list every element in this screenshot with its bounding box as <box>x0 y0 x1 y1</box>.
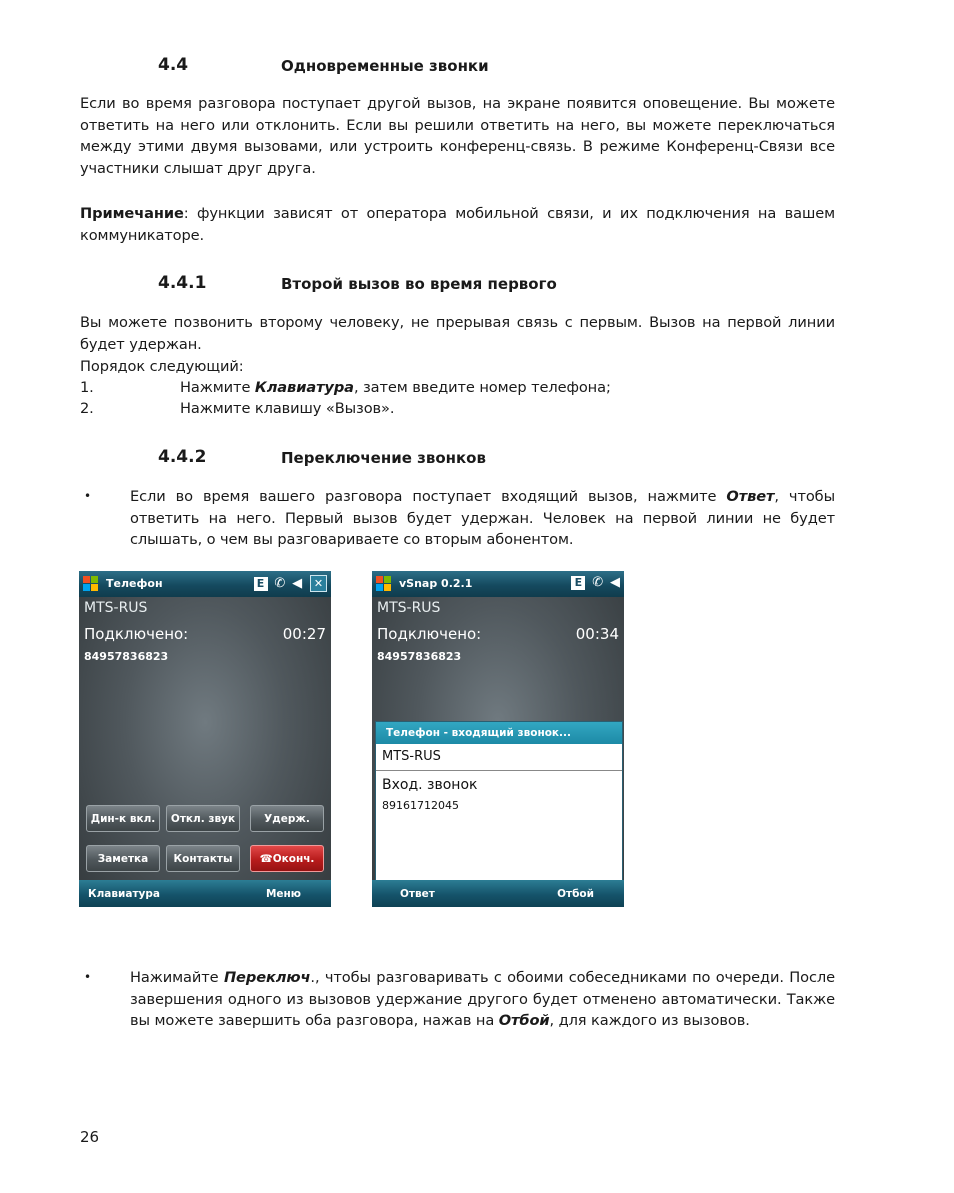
mute-button[interactable]: Откл. звук <box>166 805 240 832</box>
contacts-button[interactable]: Контакты <box>166 845 240 872</box>
step-1-keyword: Клавиатура <box>254 379 354 396</box>
second-call-paragraph: Вы можете позвонить второму человеку, не прерывая связь с первым. Вызов на первой линии будет удержан. <box>80 314 835 353</box>
speaker-volume-icon[interactable]: ◀︎ <box>292 576 303 591</box>
order-label: Порядок следующий: <box>80 358 244 375</box>
speaker-volume-icon[interactable]: ◀︎ <box>610 575 620 590</box>
end-call-button[interactable] <box>250 845 324 872</box>
note-paragraph <box>80 203 835 246</box>
phone-screenshot-active-call <box>79 571 331 907</box>
section-4-4-number: 4.4 <box>158 55 189 75</box>
bullet-2-middle: ., чтобы разговаривать с обоими собеседниками по очереди. После завершения одного из вызовов удержание другого будет отменено автоматически. Также вы можете завершить оба разговора, нажав на <box>130 969 836 1030</box>
dialog-operator: MTS-RUS <box>376 744 622 771</box>
status-bar <box>79 571 331 597</box>
status-bar <box>372 571 624 597</box>
step-2-text: Нажмите клавишу «Вызов». <box>180 400 395 417</box>
page-number: 26 <box>80 1128 100 1146</box>
incoming-call-dialog[interactable] <box>375 721 623 883</box>
section-4-4-2-number: 4.4.2 <box>158 447 207 467</box>
close-icon[interactable]: ✕ <box>310 575 327 592</box>
signal-call-icon: ✆ <box>592 575 604 590</box>
step-1-before: Нажмите <box>180 379 255 396</box>
incoming-call-label: Вход. звонок <box>382 777 478 793</box>
section-4-4-2-title: Переключение звонков <box>281 449 486 467</box>
windows-start-icon[interactable] <box>376 576 393 592</box>
speakerphone-button[interactable]: Дин-к вкл. <box>86 805 160 832</box>
bullet-1-text <box>130 486 835 551</box>
bullet-1-keyword: Ответ <box>726 488 775 505</box>
section-4-4-title: Одновременные звонки <box>281 57 489 75</box>
call-timer: 00:34 <box>575 625 619 643</box>
bullet-2-before: Нажимайте <box>130 969 224 986</box>
answer-softkey[interactable]: Ответ <box>400 888 435 900</box>
windows-start-icon[interactable] <box>83 576 100 592</box>
caller-number: 84957836823 <box>377 650 462 663</box>
bullet-2-text <box>130 967 835 1032</box>
step-1-after: , затем введите номер телефона; <box>353 379 611 396</box>
operator-name: MTS-RUS <box>377 600 441 616</box>
step-2-number: 2. <box>80 400 94 417</box>
connected-label: Подключено: <box>377 625 482 643</box>
operator-name: MTS-RUS <box>84 600 148 616</box>
edge-network-icon: E <box>254 577 268 591</box>
call-timer: 00:27 <box>282 625 326 643</box>
soft-key-bar <box>79 880 331 907</box>
keypad-softkey[interactable]: Клавиатура <box>88 888 160 900</box>
signal-call-icon: ✆ <box>274 576 286 591</box>
bullet-2-dot: • <box>84 970 92 984</box>
app-title: Телефон <box>106 577 163 590</box>
edge-network-icon: E <box>571 576 585 590</box>
bullet-1-after: , чтобы ответить на него. Первый вызов будет удержан. Человек на первой линии не будет слышать, о чем вы разговариваете со вторым абонентом. <box>130 488 835 549</box>
app-title: vSnap 0.2.1 <box>399 577 473 590</box>
phone-screenshot-incoming-call <box>372 571 624 907</box>
section-4-4-1-number: 4.4.1 <box>158 273 207 293</box>
section-4-4-1-title: Второй вызов во время первого <box>281 275 557 293</box>
intro-paragraph: Если во время разговора поступает другой вызов, на экране появится оповещение. Вы можете ответить на него или отклонить. Если вы решили ответить на него, вы можете переключаться между этими двумя вызовами, или устроить конференц-связь. В режиме Конференц-Связи все участники слышат друг друга. <box>80 95 835 177</box>
handset-icon: ☎ <box>259 853 273 865</box>
incoming-number: 89161712045 <box>382 799 459 812</box>
note-label: Примечание <box>80 205 184 222</box>
hold-button[interactable]: Удерж. <box>250 805 324 832</box>
caller-number: 84957836823 <box>84 650 169 663</box>
note-button[interactable]: Заметка <box>86 845 160 872</box>
menu-softkey[interactable]: Меню <box>265 888 301 900</box>
bullet-2-after: , для каждого из вызовов. <box>549 1012 750 1030</box>
step-1-text <box>180 377 611 398</box>
decline-softkey[interactable]: Отбой <box>557 888 594 900</box>
bullet-1-before: Если во время вашего разговора поступает входящий вызов, нажмите <box>130 488 727 505</box>
bullet-1-dot: • <box>84 489 92 503</box>
note-text: : функции зависят от оператора мобильной связи, и их подключения на вашем коммуникаторе. <box>80 205 835 244</box>
bullet-2-keyword: Переключ <box>223 969 311 986</box>
end-call-label: Оконч. <box>272 853 315 865</box>
soft-key-bar <box>372 880 624 907</box>
bullet-2-keyword-2: Отбой <box>498 1012 550 1030</box>
connected-label: Подключено: <box>84 625 189 643</box>
dialog-title: Телефон - входящий звонок... <box>376 722 622 744</box>
step-1-number: 1. <box>80 379 94 396</box>
